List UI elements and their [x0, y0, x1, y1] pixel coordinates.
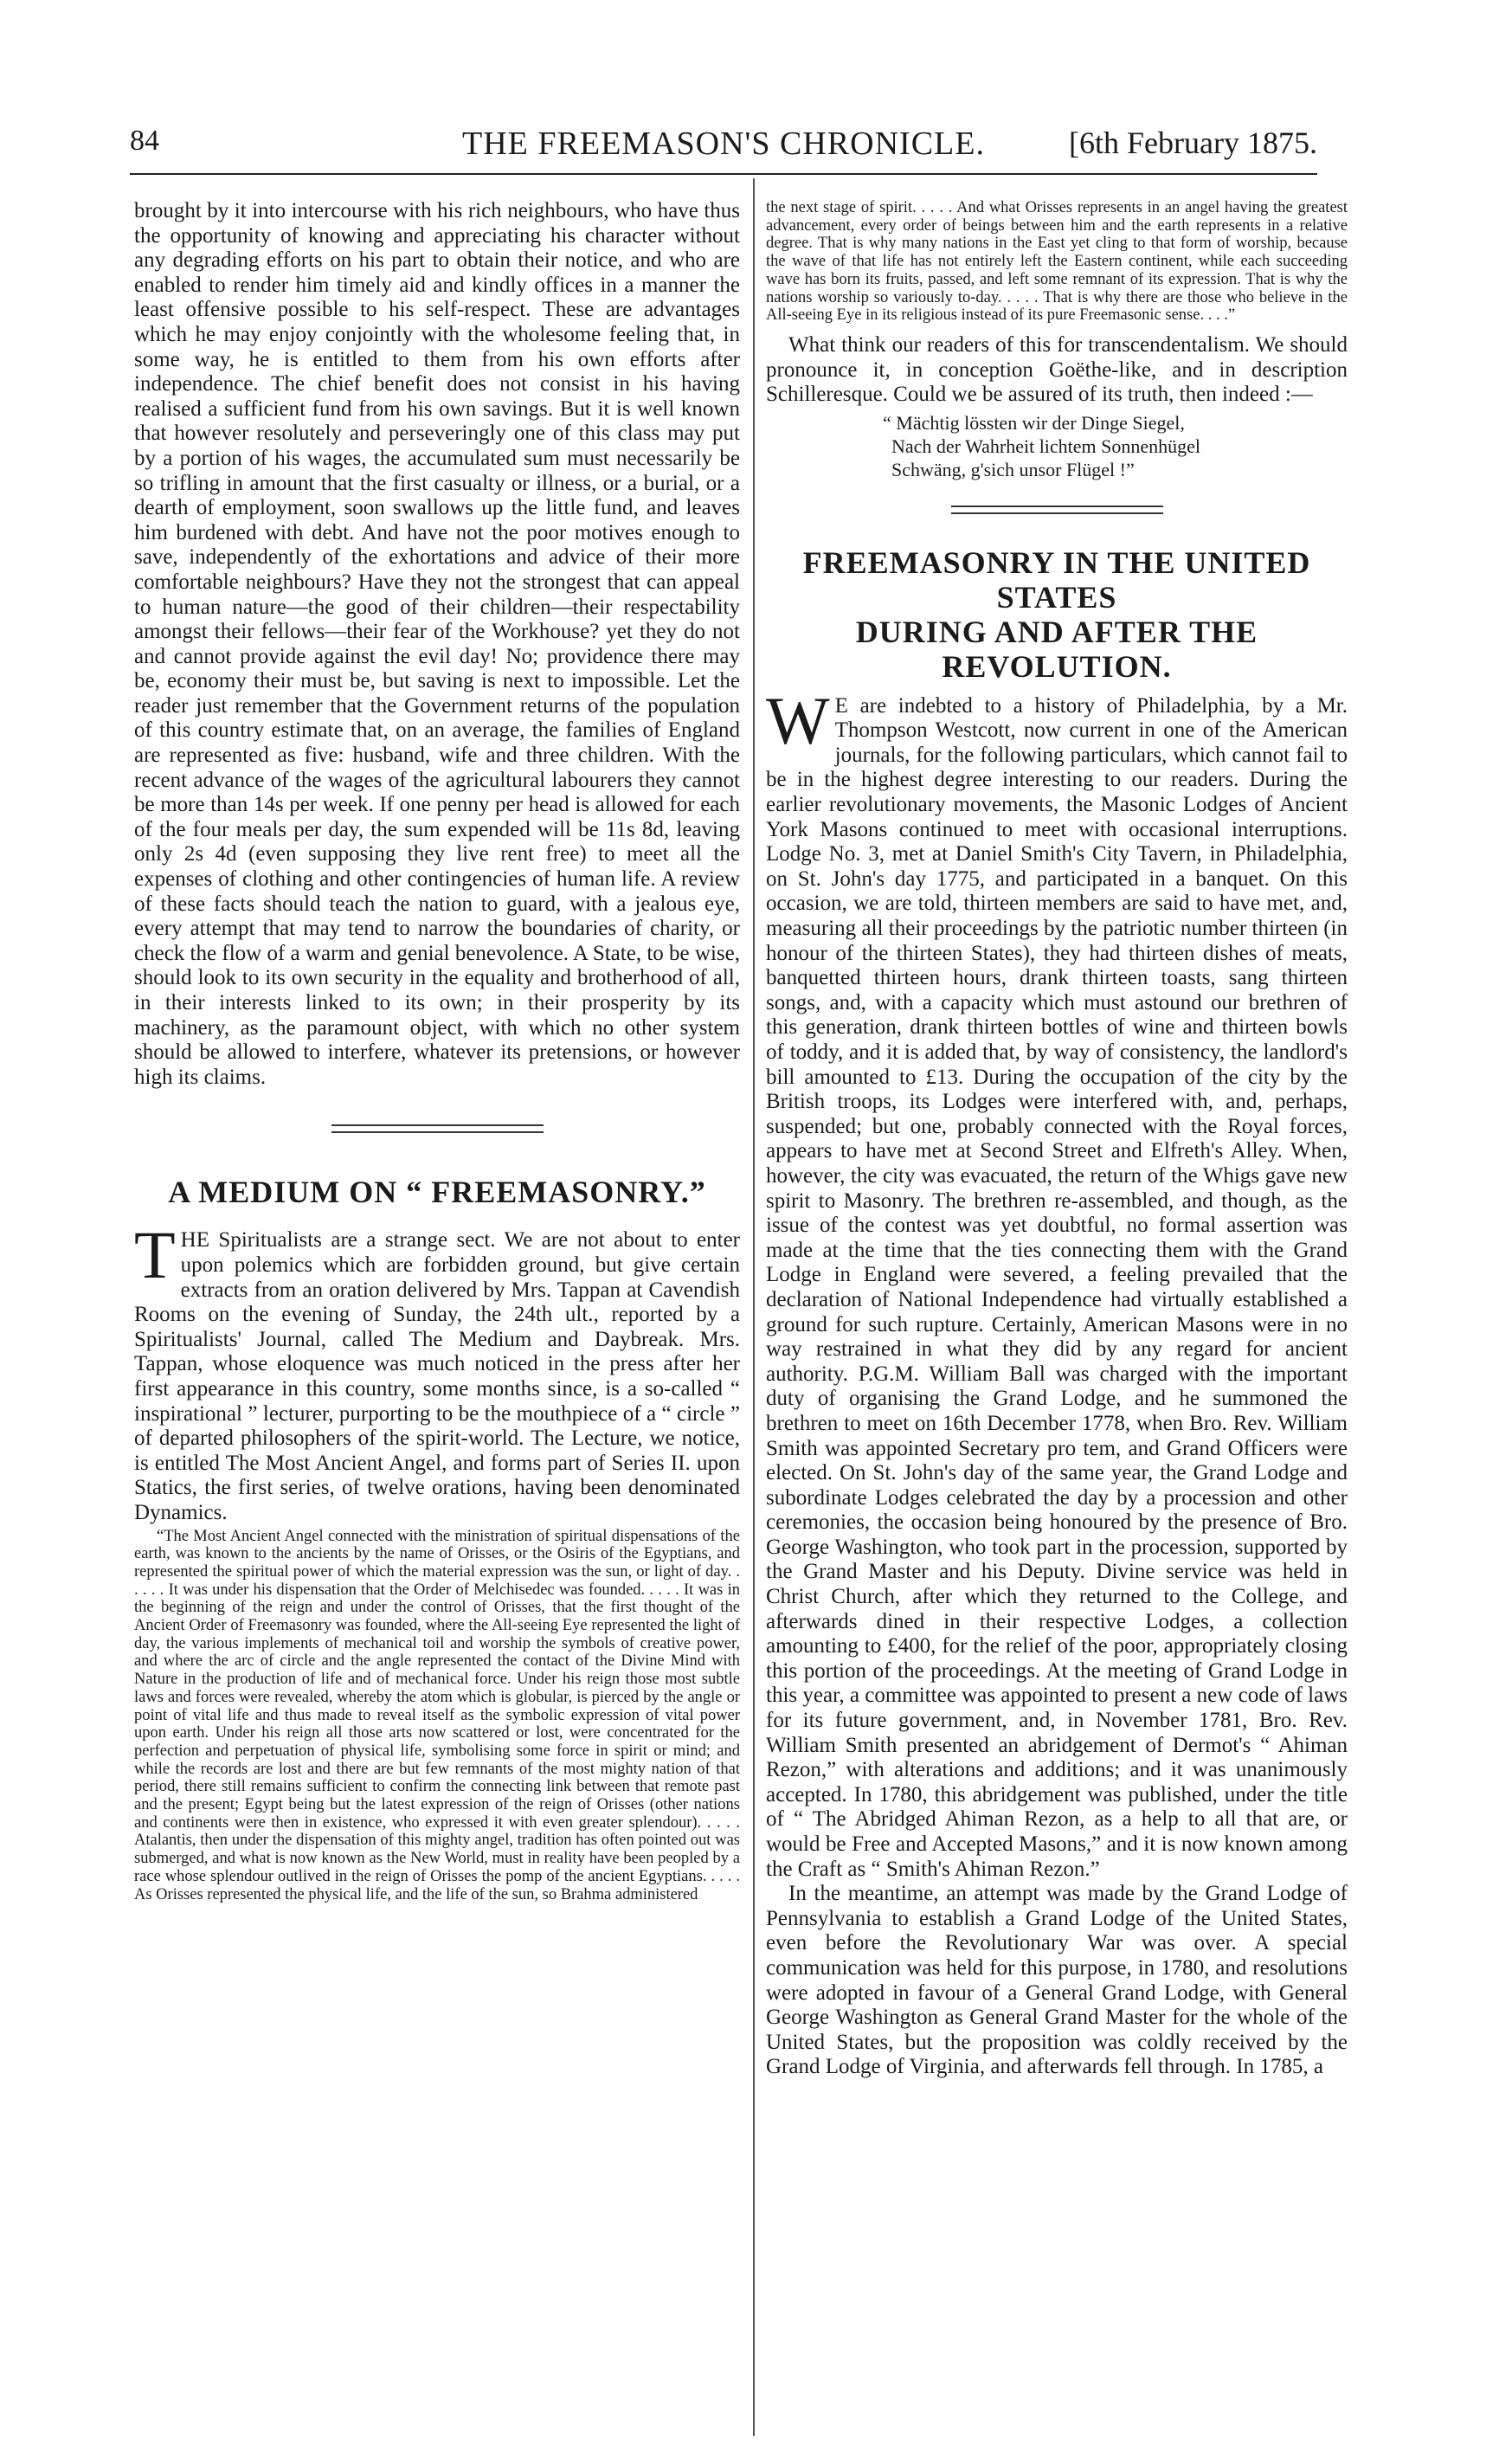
- us-paragraph-1: E are indebted to a history of Philadelphia, by a Mr. Thompson Westcott, now current in one of the American journals, for the following particulars, which cannot fail to be in the highest degree interesting to our readers. During the earlier revolutionary movements, the Masonic Lodges of Ancient York Masons continued to meet with occasional interruptions. Lodge No. 3, met at Daniel Smith's City Tavern, in Philadelphia, on St. John's day 1775, and participated in a banquet. On this occasion, we are told, thirteen members are said to have met, and, measuring all their proceedings by the patriotic number thirteen (in honour of the thirteen States), they had thirteen dishes of meats, banquetted thirteen hours, drank thirteen toasts, sang thirteen songs, and, with a capacity which must astound our brethren of this generation, drank thirteen bottles of wine and thirteen bowls of toddy, and it is added that, by way of consistency, the landlord's bill amounted to £13. During the occupation of the city by the British troops, its Lodges were interfered with, and, perhaps, suspended; but one, probably connected with the Royal forces, appears to have met at Second Street and Elfreth's Alley. When, however, the city was evacuated, the return of the Whigs gave new spirit to Masonry. The brethren re-assembled, and though, as the issue of the contest was yet doubtful, no formal assertion was made at the time that the ties connecting them with the Grand Lodge in England were severed, a feeling prevailed that the declaration of National Independence had virtually established a ground for such rupture. Certainly, American Masons were in no way restrained in what they did by any regard for ancient authority. P.G.M. William Ball was charged with the important duty of organising the Grand Lodge, and he summoned the brethren to meet on 16th December 1778, when Bro. Rev. William Smith was appointed Secretary pro tem, and Grand Officers were elected. On St. John's day of the same year, the Grand Lodge and subordinate Lodges celebrated the day by a procession and other ceremonies, the occasion being honoured by the presence of Bro. George Washington, who took part in the procession, supported by the Grand Master and his Deputy. Divine service was held in Christ Church, after which they returned to the College, and afterwards dined in their respective Lodges, a collection amounting to £400, for the relief of the poor, appropriately closing this portion of the proceedings. At the meeting of Grand Lodge in this year, a committee was appointed to present a new code of laws for its future government, and, in November 1781, Bro. Rev. William Smith presented an abridgement of Dermot's “ Ahiman Rezon,” with alterations and additions; and it was unanimously accepted. In 1780, this abridgement was published, under the title of “ The Abridged Ahiman Rezon, as a help to all that are, or would be Free and Accepted Masons,” and it is now known among the Craft as “ Smith's Ahiman Rezon.”: [766, 693, 1348, 1881]
- us-article-heading-line-1: FREEMASONRY IN THE UNITED STATES: [802, 544, 1311, 615]
- benevolence-paragraph: brought by it into intercourse with his rich neighbours, who have thus the opportunity of knowing and appreciating his character without any degrading efforts on his part to obtain their notice, and who are enabled to render him timely aid and kindly offices in a manner the least offensive possible to his self-respect. These are advantages which he may enjoy conjointly with the wholesome feeling that, in some way, he is entitled to them from his own efforts after independence. The chief benefit does not consist in his having realised a sufficient fund from his own savings. But it is well known that however resolutely and perseveringly one of this class may put by a portion of his wages, the accumulated sum must necessarily be so trifling in amount that the first casualty or illness, or a burial, or a dearth of employment, soon swallows up the little fund, and leaves him burdened with debt. And have not the poor motives enough to save, independently of the exhortations and advice of their more comfortable neighbours? Have they not the strongest that can appeal to human nature—the good of their children—their respectability amongst their fellows—their fear of the Workhouse? yet they do not and cannot provide against the evil day! No; providence there may be, economy their must be, but saving is next to impossible. Let the reader just remember that the Government returns of the population of this country estimate that, on an average, the families of England are represented as five: husband, wife and three children. With the recent advance of the wages of the agricultural labourers they cannot be more than 14s per week. If one penny per head is allowed for each of the four meals per day, the sum expended will be 11s 8d, leaving only 2s 4d (even supposing they live rent free) to meet all the expenses of clothing and other contingencies of human life. A review of these facts should teach the nation to guard, with a jealous eye, every attempt that may tend to narrow the boundaries of charity, or check the flow of a warm and genial benevolence. A State, to be wise, should look to its own security in the equality and brotherhood of all, in their interests linked to its own; in their prosperity by its machinery, as the paramount object, with which no other system should be allowed to interfere, whatever its pretensions, or however high its claims.: [134, 199, 740, 1089]
- section-divider: [951, 506, 1163, 514]
- german-verse: [766, 411, 1348, 481]
- verse-line: Schwäng, g'sich unsor Flügel !”: [891, 458, 1135, 480]
- quote-continued: the next stage of spirit. . . . . And what Orisses represents in an angel having the greatest advancement, every order of beings between him and the earth represents in a relative degree. That is why many nations in the East yet cling to that form of worship, because the wave of that life has not entirely left the Eastern continent, while each succeeding wave has born its fruits, passed, and left some remnant of its expression. That is why the nations worship so variously to-day. . . . . That is why there are those who believe in the All-seeing Eye in its religious instead of its pure Freemasonic sense. . . .”: [766, 199, 1348, 325]
- us-article-body: [766, 682, 1348, 1883]
- section-divider: [331, 1124, 544, 1133]
- us-article-heading-line-2: DURING AND AFTER THE REVOLUTION.: [855, 614, 1258, 684]
- page-number: 84: [130, 125, 159, 157]
- drop-cap: T: [134, 1217, 176, 1293]
- left-column: [134, 199, 740, 2434]
- drop-cap: W: [766, 682, 830, 758]
- editorial-comment: What think our readers of this for transcendentalism. We should pronounce it, in conception Goëthe-like, and in description Schilleresque. Could we be assured of its truth, then indeed :—: [766, 332, 1348, 407]
- medium-article-intro: [134, 1217, 740, 1525]
- issue-date: [6th February 1875.: [1069, 126, 1317, 160]
- masthead: [130, 121, 1317, 171]
- column-separator: [753, 178, 755, 2436]
- newspaper-title: THE FREEMASON'S CHRONICLE.: [462, 126, 985, 162]
- us-paragraph-2: In the meantime, an attempt was made by the Grand Lodge of Pennsylvania to establish a Grand Lodge of the United States, even before the Revolutionary War was over. A special communication was held for this purpose, in 1780, and resolutions were adopted in favour of a General Grand Lodge, with General George Washington as General Grand Master for the whole of the United States, but the proposition was coldly received by the Grand Lodge of Virginia, and afterwards fell through. In 1785, a: [766, 1882, 1348, 2079]
- right-column: [766, 199, 1348, 2434]
- header-rule: [130, 173, 1317, 175]
- medium-intro-paragraph: HE Spiritualists are a strange sect. We are not about to enter upon polemics which are forbidden ground, but give certain extracts from an oration delivered by Mrs. Tappan at Cavendish Rooms on the evening of Sunday, the 24th ult., reported by a Spiritualists' Journal, called The Medium and Daybreak. Mrs. Tappan, whose eloquence was much noticed in the press after her first appearance in this country, some months since, is a so-called “ inspirational ” lecturer, purporting to be the mouthpiece of a “ circle ” of departed philosophers of the spirit-world. The Lecture, we notice, is entitled The Most Ancient Angel, and forms part of Series II. upon Statics, the first series, of twelve orations, having been denominated Dynamics.: [134, 1228, 740, 1524]
- medium-article-heading: A MEDIUM ON “ FREEMASONRY.”: [168, 1175, 706, 1210]
- verse-line: Nach der Wahrheit lichtem Sonnenhügel: [891, 435, 1201, 457]
- medium-quote: “The Most Ancient Angel connected with the ministration of spiritual dispensations of the earth, was known to the ancients by the name of Orisses, or the Osiris of the Egyptians, and represented the spiritual power of which the material expression was the sun, or light of day. . . . . . It was under his dispensation that the Order of Melchisedec was founded. . . . . It was in the beginning of the reign and under the control of Orisses, that the first thought of the Ancient Order of Freemasonry was founded, where the All-seeing Eye represented the light of day, the various implements of mechanical toil and worship the symbols of creative power, and where the arc of circle and the angle represented the contact of the Divine Mind with Nature in the production of life and of mechanical force. Under his reign those most subtle laws and forces were revealed, whereby the atom which is globular, is pierced by the angle or point of vital life and thus made to reveal itself as the symbolic expression of vital power upon earth. Under his reign all those arts now scattered or lost, were concentrated for the perfection and perpetuation of physical life, symbolising some force in spirit or mind; and while the records are lost and there are but few remnants of the most mighty nation of that period, there still remains sufficient to confirm the connecting link between that remote past and the present; Egypt being but the latest expression of the reign of Orisses (other nations and continents were then in existence, who expressed it with even greater splendour). . . . . Atalantis, then under the dispensation of this mighty angel, tradition has often pointed out was submerged, and what is now known as the New World, must in reality have been peopled by a race whose splendour outlived in the reign of Orisses the pomp of the ancient Egyptians. . . . . As Orisses represented the physical life, and the life of the sun, so Brahma administered: [134, 1527, 740, 1903]
- verse-line: “ Mächtig lössten wir der Dinge Siegel,: [883, 411, 1185, 434]
